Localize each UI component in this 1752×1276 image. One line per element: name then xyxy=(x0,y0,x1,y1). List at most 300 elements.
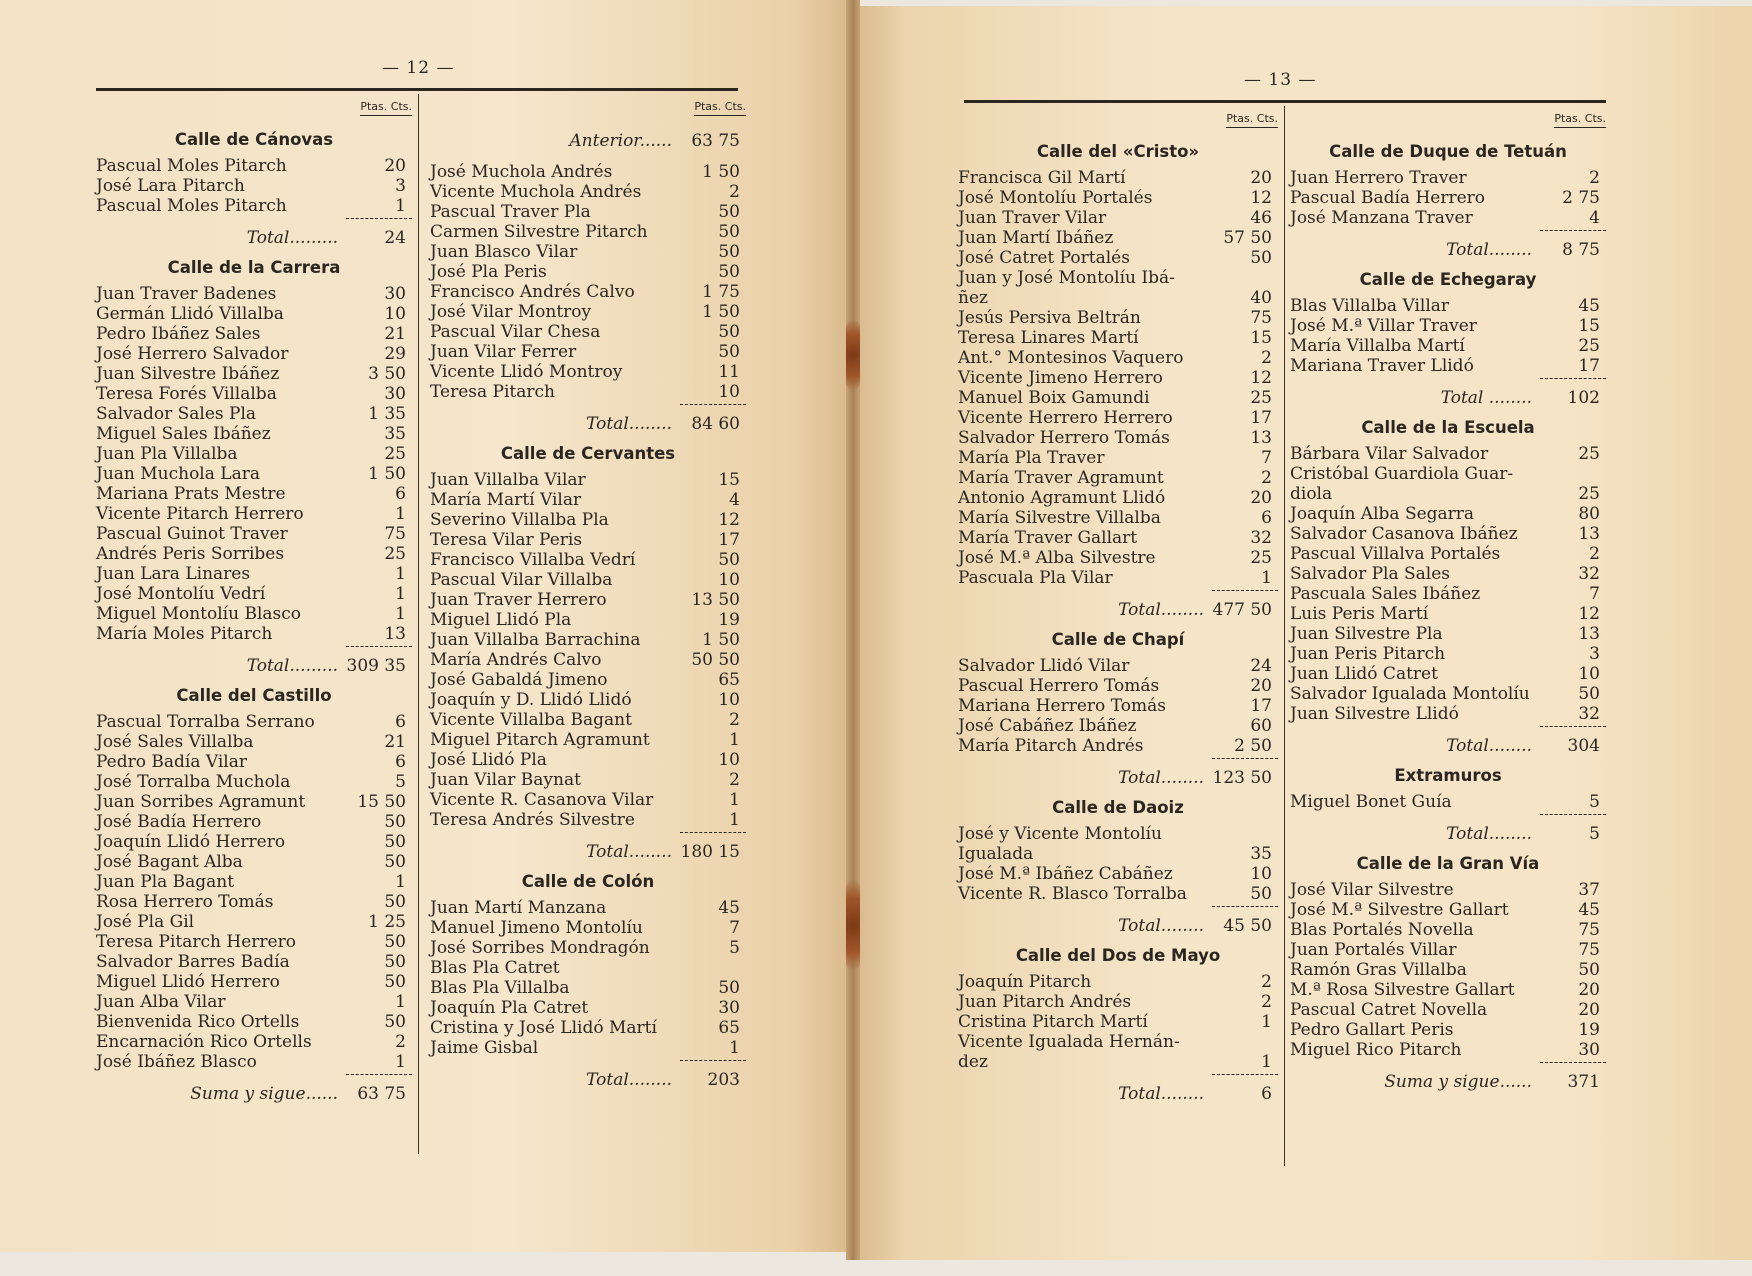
donor-name: José Vilar Silvestre xyxy=(1290,880,1454,900)
donor-row xyxy=(96,712,412,732)
donation-amount: 15 50 xyxy=(357,792,406,812)
total-label: Total ........ xyxy=(1440,388,1532,408)
donation-amount: 75 xyxy=(1250,308,1272,328)
donor-row xyxy=(430,770,746,790)
donation-amount: 1 25 xyxy=(368,912,406,932)
donor-name: Juan Peris Pitarch xyxy=(1290,644,1446,664)
donor-name: María Andrés Calvo xyxy=(430,650,602,670)
donor-name: Cristina y José Llidó Martí xyxy=(430,1018,657,1038)
donor-name: José M.ª Alba Silvestre xyxy=(958,548,1156,568)
donor-name: Miguel Rico Pitarch xyxy=(1290,1040,1462,1060)
donor-name: Ant.° Montesinos Vaquero xyxy=(958,348,1184,368)
donor-row xyxy=(958,992,1278,1012)
top-rule xyxy=(964,100,1606,103)
donation-amount: 50 xyxy=(718,322,740,342)
donation-amount: 57 50 xyxy=(1223,228,1272,248)
donor-row xyxy=(96,464,412,484)
donor-name: Miguel Llidó Herrero xyxy=(96,972,280,992)
donor-row xyxy=(958,188,1278,208)
top-rule xyxy=(96,88,738,91)
donor-row xyxy=(430,810,746,830)
donor-name: Juan Martí Manzana xyxy=(430,898,607,918)
donor-row xyxy=(958,864,1278,884)
donor-row xyxy=(958,488,1278,508)
donor-row xyxy=(96,176,412,196)
donation-amount: 50 xyxy=(384,832,406,852)
total-amount: 63 75 xyxy=(357,1084,406,1104)
donor-name: Juan Portalés Villar xyxy=(1290,940,1457,960)
column-left-2 xyxy=(430,100,746,1180)
donor-name: Salvador Casanova Ibáñez xyxy=(1290,524,1518,544)
donor-name: Miguel Llidó Pla xyxy=(430,610,572,630)
donor-row xyxy=(430,710,746,730)
donation-amount: 50 xyxy=(1578,684,1600,704)
donor-name: Teresa Pitarch xyxy=(430,382,555,402)
donor-name: José Muchola Andrés xyxy=(430,162,613,182)
donor-name: José Vilar Montroy xyxy=(430,302,592,322)
donor-row xyxy=(958,696,1278,716)
donor-row xyxy=(96,404,412,424)
donor-row xyxy=(96,972,412,992)
donor-name: José Montolíu Vedrí xyxy=(96,584,266,604)
total-amount: 203 xyxy=(707,1070,740,1090)
donor-row xyxy=(1290,1020,1606,1040)
donor-name: Vicente Llidó Montroy xyxy=(430,362,623,382)
donor-name: José M.ª Ibáñez Cabáñez xyxy=(958,864,1173,884)
column-flow xyxy=(1290,138,1606,1098)
donor-name: Cristina Pitarch Martí xyxy=(958,1012,1148,1032)
donor-name: Joaquín Alba Segarra xyxy=(1290,504,1475,524)
donor-name: Joaquín Pitarch xyxy=(958,972,1092,992)
donor-name: Vicente Igualada Hernán- xyxy=(958,1032,1180,1052)
donor-name: Salvador Herrero Tomás xyxy=(958,428,1170,448)
donor-row xyxy=(958,328,1278,348)
donor-row xyxy=(958,308,1278,328)
total-row xyxy=(1290,818,1606,850)
donor-row xyxy=(958,824,1278,844)
donor-row xyxy=(958,884,1278,904)
donation-amount: 45 xyxy=(1578,296,1600,316)
donation-amount: 24 xyxy=(1250,656,1272,676)
donor-name: María Traver Agramunt xyxy=(958,468,1164,488)
donation-amount: 30 xyxy=(384,284,406,304)
donation-amount: 1 xyxy=(729,810,740,830)
donation-amount: 15 xyxy=(1578,316,1600,336)
donor-name: Joaquín y D. Llidó Llidó xyxy=(430,690,632,710)
donor-row xyxy=(430,302,746,322)
donor-row xyxy=(430,282,746,302)
donor-row xyxy=(1290,464,1606,484)
donor-row xyxy=(96,792,412,812)
right-page xyxy=(852,6,1752,1260)
donation-amount: 10 xyxy=(1250,864,1272,884)
donor-row xyxy=(430,550,746,570)
donor-name: Manuel Boix Gamundi xyxy=(958,388,1150,408)
carried-forward-amount: 63 75 xyxy=(691,131,740,151)
donation-amount: 25 xyxy=(1578,444,1600,464)
donor-row xyxy=(96,912,412,932)
donor-name: José Sorribes Mondragón xyxy=(430,938,650,958)
donor-name: María Martí Vilar xyxy=(430,490,582,510)
donation-amount: 17 xyxy=(1250,696,1272,716)
donation-amount: 11 xyxy=(718,362,740,382)
donor-row xyxy=(96,892,412,912)
total-amount: 45 50 xyxy=(1223,916,1272,936)
donation-amount: 10 xyxy=(718,382,740,402)
donation-amount: 7 xyxy=(1589,584,1600,604)
donor-row xyxy=(1290,564,1606,584)
donor-row xyxy=(96,852,412,872)
donor-name: Blas Villalba Villar xyxy=(1290,296,1450,316)
donation-amount: 3 50 xyxy=(368,364,406,384)
donation-amount: 50 xyxy=(384,1012,406,1032)
total-amount: 309 35 xyxy=(346,656,406,676)
donor-name: Pedro Gallart Peris xyxy=(1290,1020,1454,1040)
donation-amount: 12 xyxy=(1250,188,1272,208)
donor-row xyxy=(430,978,746,998)
donor-row xyxy=(430,342,746,362)
donation-amount: 32 xyxy=(1578,564,1600,584)
donation-amount: 17 xyxy=(1578,356,1600,376)
donation-amount: 50 xyxy=(718,262,740,282)
donor-row xyxy=(96,324,412,344)
donor-name: Mariana Prats Mestre xyxy=(96,484,286,504)
donation-amount: 13 xyxy=(1578,524,1600,544)
donor-row xyxy=(958,1032,1278,1052)
column-header: Ptas. Cts. xyxy=(360,100,412,116)
donor-name: Joaquín Llidó Herrero xyxy=(96,832,286,852)
donor-name: Miguel Montolíu Blasco xyxy=(96,604,302,624)
donor-row xyxy=(958,528,1278,548)
donation-amount: 7 xyxy=(729,918,740,938)
donor-name: Juan Pla Villalba xyxy=(96,444,238,464)
donor-row xyxy=(96,344,412,364)
total-amount: 123 50 xyxy=(1212,768,1272,788)
column-header: Ptas. Cts. xyxy=(1226,112,1278,128)
donor-row xyxy=(96,1052,412,1072)
donor-row xyxy=(430,690,746,710)
donor-name: Pedro Ibáñez Sales xyxy=(96,324,261,344)
donor-row xyxy=(958,568,1278,588)
donation-amount: 25 xyxy=(1250,548,1272,568)
donor-name: Bienvenida Rico Ortells xyxy=(96,1012,300,1032)
donor-row xyxy=(430,322,746,342)
donor-row xyxy=(958,408,1278,428)
donor-row xyxy=(96,196,412,216)
total-row xyxy=(96,222,412,254)
donor-name: Mariana Herrero Tomás xyxy=(958,696,1166,716)
donor-row xyxy=(96,284,412,304)
total-row xyxy=(958,1078,1278,1110)
donation-amount: 1 xyxy=(395,564,406,584)
donation-amount: 6 xyxy=(1261,508,1272,528)
donor-row xyxy=(1290,584,1606,604)
donation-amount: 1 xyxy=(729,730,740,750)
donor-name: José M.ª Villar Traver xyxy=(1290,316,1477,336)
donation-amount: 20 xyxy=(1578,1000,1600,1020)
donation-amount: 30 xyxy=(718,998,740,1018)
column-divider xyxy=(1284,106,1285,1166)
donation-amount: 29 xyxy=(384,344,406,364)
donation-amount: 2 75 xyxy=(1562,188,1600,208)
donation-amount: 37 xyxy=(1578,880,1600,900)
donor-row xyxy=(958,1012,1278,1032)
donation-amount: 25 xyxy=(1578,484,1600,504)
donor-row xyxy=(1290,604,1606,624)
donor-row xyxy=(958,248,1278,268)
page-number: — 13 — xyxy=(1244,70,1317,90)
street-heading: Calle de la Carrera xyxy=(167,258,341,277)
donation-amount: 5 xyxy=(395,772,406,792)
donor-row xyxy=(430,610,746,630)
donation-amount: 12 xyxy=(1250,368,1272,388)
donation-amount: 50 xyxy=(384,932,406,952)
donation-amount: 19 xyxy=(718,610,740,630)
total-row xyxy=(958,762,1278,794)
donation-amount: 50 xyxy=(384,812,406,832)
donation-amount: 50 xyxy=(384,972,406,992)
donation-amount: 35 xyxy=(1250,844,1272,864)
donation-amount: 1 50 xyxy=(702,162,740,182)
donor-row xyxy=(958,368,1278,388)
donor-name: Cristóbal Guardiola Guar- xyxy=(1290,464,1514,484)
donor-row xyxy=(96,364,412,384)
donor-name: Pascual Traver Pla xyxy=(430,202,591,222)
donor-row xyxy=(430,590,746,610)
donor-row xyxy=(958,548,1278,568)
donor-row xyxy=(96,384,412,404)
donor-row xyxy=(958,288,1278,308)
donation-amount: 32 xyxy=(1578,704,1600,724)
donation-amount: 1 xyxy=(395,196,406,216)
donor-name: Blas Pla Catret xyxy=(430,958,560,978)
donor-name: Salvador Igualada Montolíu xyxy=(1290,684,1530,704)
total-amount: 371 xyxy=(1567,1072,1600,1092)
donor-name: Miguel Sales Ibáñez xyxy=(96,424,271,444)
street-heading: Calle de Colón xyxy=(521,872,655,891)
donation-amount: 32 xyxy=(1250,528,1272,548)
total-row xyxy=(430,408,746,440)
donor-name: Pascual Guinot Traver xyxy=(96,524,288,544)
donation-amount: 2 xyxy=(1261,468,1272,488)
donor-row xyxy=(430,570,746,590)
donor-name: Vicente Jimeno Herrero xyxy=(958,368,1163,388)
donor-row xyxy=(430,490,746,510)
donor-name: Pascual Villalva Portalés xyxy=(1290,544,1501,564)
donor-name: dez xyxy=(958,1052,988,1072)
donation-amount: 21 xyxy=(384,324,406,344)
donation-amount: 1 xyxy=(1261,568,1272,588)
donor-name: Juan Muchola Lara xyxy=(96,464,260,484)
donor-name: Francisca Gil Martí xyxy=(958,168,1126,188)
donation-amount: 19 xyxy=(1578,1020,1600,1040)
donor-row xyxy=(96,584,412,604)
donor-name: Teresa Linares Martí xyxy=(958,328,1139,348)
donor-name: ñez xyxy=(958,288,988,308)
total-label: Total........ xyxy=(1118,600,1204,620)
donor-row xyxy=(1290,444,1606,464)
donor-name: Vicente R. Blasco Torralba xyxy=(958,884,1187,904)
donation-amount: 40 xyxy=(1250,288,1272,308)
column-divider xyxy=(418,94,419,1154)
donor-row xyxy=(1290,940,1606,960)
donor-name: Juan Vilar Baynat xyxy=(430,770,581,790)
donor-row xyxy=(1290,504,1606,524)
donation-amount: 50 xyxy=(384,952,406,972)
column-right-1 xyxy=(958,112,1278,1192)
donor-name: Pascual Moles Pitarch xyxy=(96,196,287,216)
donor-name: Juan Pitarch Andrés xyxy=(958,992,1132,1012)
donation-amount: 1 50 xyxy=(368,464,406,484)
donation-amount: 50 xyxy=(384,892,406,912)
donation-amount: 1 xyxy=(395,992,406,1012)
donor-row xyxy=(958,844,1278,864)
donor-name: Juan Blasco Vilar xyxy=(430,242,578,262)
donor-name: Jaime Gisbal xyxy=(430,1038,539,1058)
donation-amount: 50 xyxy=(718,978,740,998)
donor-row xyxy=(1290,704,1606,724)
donor-row xyxy=(96,752,412,772)
donor-name: José Catret Portalés xyxy=(958,248,1130,268)
donor-name: José Manzana Traver xyxy=(1290,208,1473,228)
donor-row xyxy=(430,670,746,690)
street-heading: Calle de Cervantes xyxy=(500,444,676,463)
donor-row xyxy=(1290,356,1606,376)
donor-name: diola xyxy=(1290,484,1333,504)
donor-row xyxy=(958,656,1278,676)
donor-name: Vicente Villalba Bagant xyxy=(430,710,632,730)
total-amount: 5 xyxy=(1589,824,1600,844)
donor-row xyxy=(430,938,746,958)
column-header: Ptas. Cts. xyxy=(1554,112,1606,128)
donation-amount: 20 xyxy=(1250,488,1272,508)
donor-row xyxy=(96,832,412,852)
donor-name: Blas Pla Villalba xyxy=(430,978,570,998)
donation-amount: 2 xyxy=(729,182,740,202)
donor-row xyxy=(958,716,1278,736)
donation-amount: 1 75 xyxy=(702,282,740,302)
donor-row xyxy=(1290,1000,1606,1020)
donation-amount: 10 xyxy=(718,690,740,710)
donor-name: José Pla Peris xyxy=(430,262,547,282)
donation-amount: 2 xyxy=(1261,972,1272,992)
donor-name: Teresa Vilar Peris xyxy=(430,530,583,550)
donor-row xyxy=(1290,644,1606,664)
donor-row xyxy=(430,262,746,282)
column-left-1 xyxy=(96,100,412,1180)
donor-row xyxy=(1290,792,1606,812)
donation-amount: 75 xyxy=(384,524,406,544)
total-label: Total........ xyxy=(1446,824,1532,844)
donation-amount: 2 xyxy=(1261,992,1272,1012)
donor-name: Pascual Moles Pitarch xyxy=(96,156,287,176)
donation-amount: 2 xyxy=(1261,348,1272,368)
donor-name: Teresa Forés Villalba xyxy=(96,384,277,404)
donor-name: Juan Lara Linares xyxy=(96,564,251,584)
donation-amount: 75 xyxy=(1578,920,1600,940)
donor-row xyxy=(958,468,1278,488)
rust-stain xyxy=(846,880,860,970)
donor-name: María Pla Traver xyxy=(958,448,1105,468)
donor-row xyxy=(430,382,746,402)
donation-amount: 80 xyxy=(1578,504,1600,524)
donor-name: Juan Herrero Traver xyxy=(1290,168,1467,188)
donor-name: Vicente Muchola Andrés xyxy=(430,182,642,202)
donation-amount: 15 xyxy=(718,470,740,490)
donor-name: José Lara Pitarch xyxy=(96,176,245,196)
donor-name: José Montolíu Portalés xyxy=(958,188,1153,208)
donor-name: Pascual Catret Novella xyxy=(1290,1000,1488,1020)
donor-name: José y Vicente Montolíu xyxy=(958,824,1162,844)
donor-name: Teresa Andrés Silvestre xyxy=(430,810,635,830)
donor-row xyxy=(1290,208,1606,228)
donor-row xyxy=(958,676,1278,696)
donation-amount: 25 xyxy=(1578,336,1600,356)
donor-name: Juan Vilar Ferrer xyxy=(430,342,577,362)
street-heading: Calle del Castillo xyxy=(176,686,332,705)
donor-name: Juan Villalba Vilar xyxy=(430,470,586,490)
total-row xyxy=(1290,730,1606,762)
total-row xyxy=(958,910,1278,942)
donor-row xyxy=(96,772,412,792)
donation-amount: 2 xyxy=(395,1032,406,1052)
street-heading: Calle de Duque de Tetuán xyxy=(1329,142,1567,161)
donor-row xyxy=(430,918,746,938)
donor-name: Salvador Llidó Vilar xyxy=(958,656,1130,676)
donor-row xyxy=(96,872,412,892)
donation-amount: 5 xyxy=(729,938,740,958)
donor-row xyxy=(958,1052,1278,1072)
donor-name: Miguel Pitarch Agramunt xyxy=(430,730,650,750)
street-heading: Calle de Daoiz xyxy=(1052,798,1184,817)
donor-row xyxy=(96,304,412,324)
donor-name: Juan Silvestre Ibáñez xyxy=(96,364,280,384)
donation-amount: 65 xyxy=(718,670,740,690)
donor-row xyxy=(1290,960,1606,980)
donor-row xyxy=(96,156,412,176)
donor-row xyxy=(430,730,746,750)
total-amount: 84 60 xyxy=(691,414,740,434)
donation-amount: 1 50 xyxy=(702,630,740,650)
donor-name: José Gabaldá Jimeno xyxy=(430,670,608,690)
donation-amount: 1 xyxy=(395,584,406,604)
donor-row xyxy=(96,444,412,464)
donor-name: Teresa Pitarch Herrero xyxy=(96,932,296,952)
donation-amount: 15 xyxy=(1250,328,1272,348)
total-label: Total......... xyxy=(246,228,338,248)
donor-name: Salvador Barres Badía xyxy=(96,952,290,972)
donor-row xyxy=(430,530,746,550)
total-label: Total........ xyxy=(586,414,672,434)
donor-row xyxy=(958,388,1278,408)
donation-amount: 50 xyxy=(718,550,740,570)
donation-amount: 2 xyxy=(1589,544,1600,564)
donation-amount: 65 xyxy=(718,1018,740,1038)
donor-row xyxy=(96,732,412,752)
donor-row xyxy=(1290,316,1606,336)
donor-name: Juan Llidó Catret xyxy=(1290,664,1438,684)
donor-name: Miguel Bonet Guía xyxy=(1290,792,1452,812)
total-amount: 180 15 xyxy=(680,842,740,862)
donor-row xyxy=(96,1032,412,1052)
donation-amount: 10 xyxy=(1578,664,1600,684)
donor-row xyxy=(1290,684,1606,704)
donor-name: Vicente Herrero Herrero xyxy=(958,408,1173,428)
total-label: Total........ xyxy=(1446,736,1532,756)
donation-amount: 2 xyxy=(1589,168,1600,188)
street-heading: Calle de Cánovas xyxy=(174,130,334,149)
donation-amount: 50 xyxy=(1578,960,1600,980)
